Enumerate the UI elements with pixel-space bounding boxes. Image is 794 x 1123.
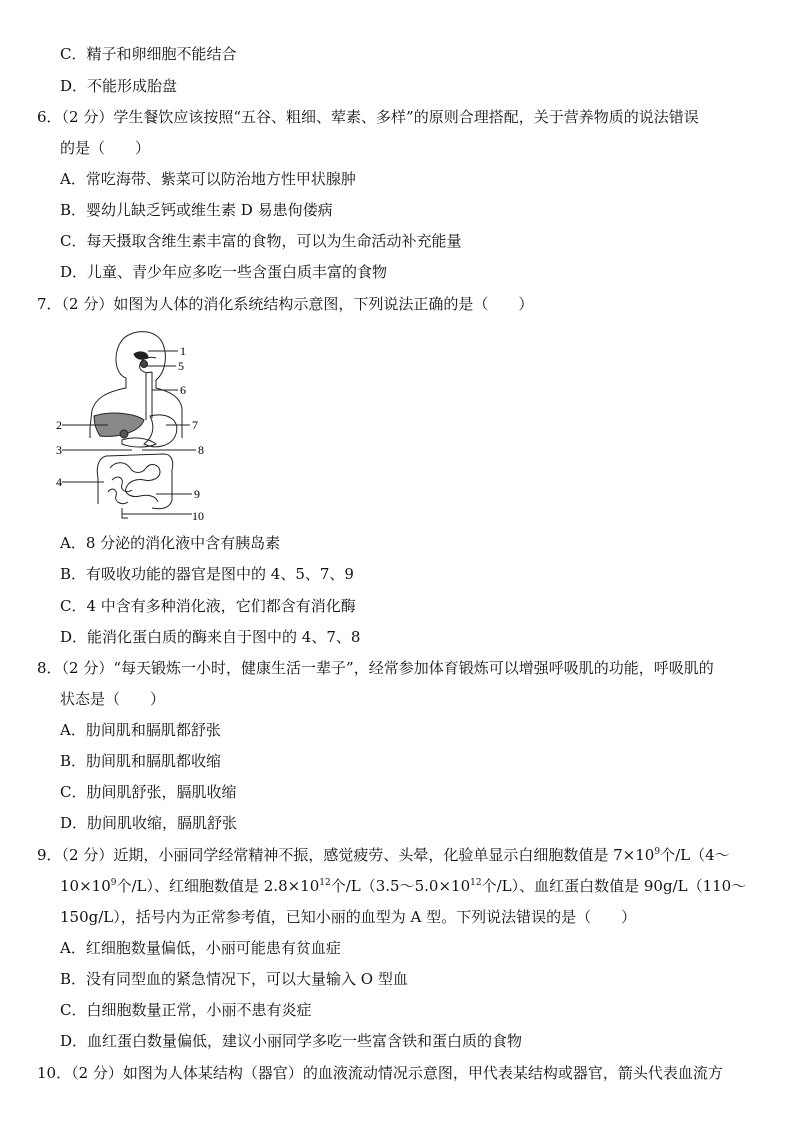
diagram-label-9: 9 [194, 487, 200, 501]
q6-option-b: B．婴幼儿缺乏钙或维生素 D 易患佝偻病 [60, 201, 333, 219]
q8-option-c: C．肋间肌舒张，膈肌收缩 [60, 783, 237, 801]
q7-option-c: C．4 中含有多种消化液，它们都含有消化酶 [60, 597, 356, 615]
q9-stem-part: 9．（2 分）近期，小丽同学经常精神不振，感觉疲劳、头晕，化验单显示白细胞数值是 7×10 [37, 846, 655, 864]
q6-option-c: C．每天摄取含维生素丰富的食物，可以为生命活动补充能量 [60, 232, 462, 250]
q8-option-d: D．肋间肌收缩，膈肌舒张 [60, 814, 238, 832]
q8-option-a: A．肋间肌和膈肌都舒张 [60, 721, 221, 739]
diagram-label-6: 6 [180, 383, 186, 397]
q6-option-d: D．儿童、青少年应多吃一些含蛋白质丰富的食物 [60, 263, 388, 281]
q6-option-a: A．常吃海带、紫菜可以防治地方性甲状腺肿 [60, 170, 356, 188]
diagram-label-8: 8 [198, 443, 204, 457]
q5-option-d: D．不能形成胎盘 [60, 77, 178, 95]
diagram-label-3: 3 [56, 443, 62, 457]
q9-stem-part: 个/L）、血红蛋白数值是 90g/L（110～ [481, 877, 747, 895]
q9-stem-part: 个/L）、红细胞数值是 2.8×10 [116, 877, 320, 895]
q7-option-b: B．有吸收功能的器官是图中的 4、5、7、9 [60, 565, 354, 583]
q9-exponent: 12 [470, 878, 482, 888]
digestive-system-diagram [52, 328, 222, 524]
q9-stem-part: 10×10 [60, 877, 111, 895]
diagram-label-4: 4 [56, 475, 62, 489]
q7-option-d: D．能消化蛋白质的酶来自于图中的 4、7、8 [60, 628, 361, 646]
q9-exponent: 9 [654, 847, 661, 857]
q9-option-a: A．红细胞数量偏低，小丽可能患有贫血症 [60, 939, 341, 957]
q9-option-d: D．血红蛋白数量偏低，建议小丽同学多吃一些富含铁和蛋白质的食物 [60, 1032, 523, 1050]
q6-stem-cont: 的是（ ） [60, 139, 151, 157]
q9-stem-cont [60, 876, 746, 896]
diagram-label-7: 7 [192, 418, 198, 432]
diagram-label-5: 5 [178, 359, 184, 373]
q8-option-b: B．肋间肌和膈肌都收缩 [60, 752, 222, 770]
q9-option-b: B．没有同型血的紧急情况下，可以大量输入 O 型血 [60, 970, 408, 988]
q9-exponent: 12 [319, 878, 331, 888]
diagram-label-2: 2 [56, 418, 62, 432]
diagram-label-1: 1 [180, 344, 186, 358]
q9-stem [37, 845, 730, 865]
q7-option-a: A．8 分泌的消化液中含有胰岛素 [60, 534, 281, 552]
q9-exponent: 9 [110, 878, 117, 888]
q8-stem-cont: 状态是（ ） [60, 690, 166, 708]
q10-stem: 10．（2 分）如图为人体某结构（器官）的血液流动情况示意图，甲代表某结构或器官，箭头代表血流方 [37, 1064, 723, 1082]
q5-option-c: C．精子和卵细胞不能结合 [60, 45, 237, 63]
q9-option-c: C．白细胞数量正常，小丽不患有炎症 [60, 1001, 312, 1019]
q7-stem: 7．（2 分）如图为人体的消化系统结构示意图，下列说法正确的是（ ） [37, 295, 534, 313]
q6-stem: 6．（2 分）学生餐饮应该按照“五谷、粗细、荤素、多样”的原则合理搭配，关于营养物质的说法错误 [37, 108, 699, 126]
q9-stem-part: 个/L（3.5～5.0×10 [330, 877, 471, 895]
q8-stem: 8．（2 分）“每天锻炼一小时，健康生活一辈子”，经常参加体育锻炼可以增强呼吸肌的功能，呼吸肌的 [37, 659, 714, 677]
q9-stem-cont2: 150g/L），括号内为正常参考值，已知小丽的血型为 A 型。下列说法错误的是（ ） [60, 908, 637, 926]
diagram-label-10: 10 [192, 509, 204, 523]
q9-stem-part: 个/L（4～ [660, 846, 730, 864]
